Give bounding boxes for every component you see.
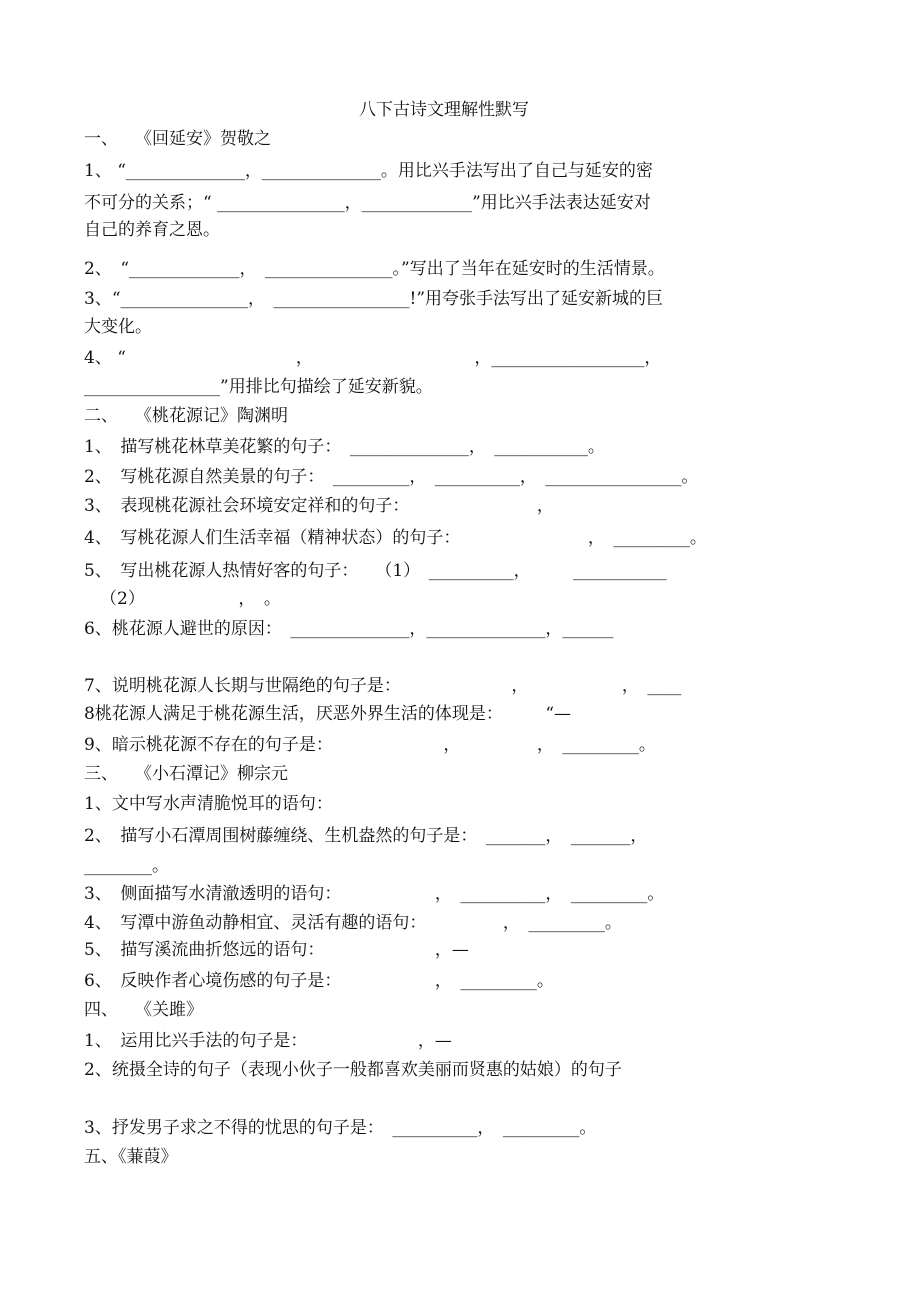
question-line: 3、 表现桃花源社会环境安定祥和的句子： ， <box>84 496 554 516</box>
question-line: 3、抒发男子求之不得的忧思的句子是： __________， _________。 <box>84 1118 597 1138</box>
question-line: 1、 描写桃花林草美花繁的句子： ______________， ___________。 <box>84 437 605 457</box>
question-line: 7、说明桃花源人长期与世隔绝的句子是： ， ， ____ <box>84 676 682 696</box>
question-line: 4、 “ ， ，__________________， <box>84 348 662 368</box>
question-line: 不可分的关系；“ _______________，_____________”用比兴手法表达延安对 <box>84 193 651 213</box>
section-heading: 三、 《小石潭记》柳宗元 <box>84 764 288 784</box>
question-line: 4、 写桃花源人们生活幸福（精神状态）的句子： ， _________。 <box>84 528 707 548</box>
question-line: 大变化。 <box>84 317 152 337</box>
section-heading: 一、 《回延安》贺敬之 <box>84 129 271 149</box>
question-line: ________。 <box>84 856 169 876</box>
question-line: 2、 描写小石潭周围树藤缠绕、生机盎然的句子是： _______， _______， <box>84 826 648 846</box>
question-line: 6、桃花源人避世的原因： ______________，______________，______ <box>84 619 614 639</box>
question-line: 8桃花源人满足于桃花源生活，厌恶外界生活的体现是： “— <box>84 704 572 724</box>
question-line: 9、暗示桃花源不存在的句子是： ， ， _________。 <box>84 735 656 755</box>
question-line: 3、 侧面描写水清澈透明的语句： ， __________， _________。 <box>84 884 665 904</box>
question-line: 4、 写潭中游鱼动静相宜、灵活有趣的语句： ， _________。 <box>84 913 622 933</box>
question-line: ________________”用排比句描绘了延安新貌。 <box>84 377 433 397</box>
section-heading: 五、《蒹葭》 <box>84 1147 178 1167</box>
section-heading: 四、 《关雎》 <box>84 1000 203 1020</box>
question-line: 1、 运用比兴手法的句子是： ，— <box>84 1031 452 1051</box>
question-line: 2、 “_____________， _______________。”写出了当年在延安时的生活情景。 <box>84 259 665 279</box>
question-line: 2、统摄全诗的句子（表现小伙子一般都喜欢美丽而贤惠的姑娘）的句子 <box>84 1060 622 1080</box>
question-line: 1、 “______________，______________。用比兴手法写出了自己与延安的密 <box>84 161 653 181</box>
question-line: 5、 描写溪流曲折悠远的语句： ，— <box>84 940 469 960</box>
question-line: 5、 写出桃花源人热情好客的句子： （1） __________， ___________ <box>84 561 667 581</box>
question-line: 3、“_______________， ________________!”用夸张手法写出了延安新城的巨 <box>84 289 664 309</box>
question-line: 2、 写桃花源自然美景的句子： _________， __________， ________________。 <box>84 467 699 487</box>
question-line: 自己的养育之恩。 <box>84 220 220 240</box>
section-heading: 二、 《桃花源记》陶渊明 <box>84 406 288 426</box>
question-line: 1、文中写水声清脆悦耳的语句： <box>84 794 333 814</box>
question-line: 6、 反映作者心境伤感的句子是： ， _________。 <box>84 971 554 991</box>
page-title: 八下古诗文理解性默写 <box>359 100 529 120</box>
question-line: （2） ， 。 <box>100 589 281 609</box>
